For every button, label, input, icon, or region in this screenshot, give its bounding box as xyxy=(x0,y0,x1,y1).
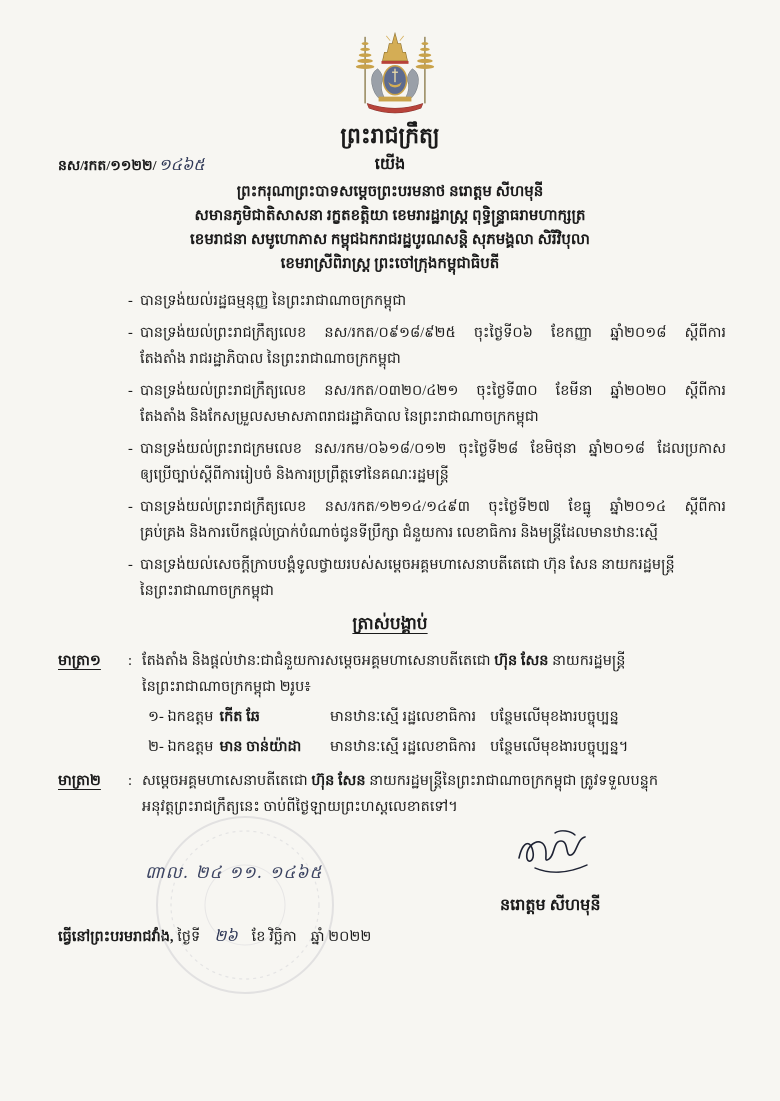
signatory-name: នរោត្តម សីហមុនី xyxy=(500,897,601,914)
crown xyxy=(381,33,408,64)
preamble xyxy=(128,288,726,604)
appointee-rank xyxy=(330,732,728,762)
text-line: តែងតាំង រាជរដ្ឋាភិបាល នៃព្រះរាជាណាចក្រកម្ពុជា xyxy=(140,351,401,367)
preamble-item xyxy=(128,320,726,372)
article-1 xyxy=(58,648,728,700)
text-run: នាយករដ្ឋមន្ត្រី xyxy=(548,653,626,669)
person-name: ហ៊ុន សែន xyxy=(311,773,366,789)
person-name: កើត ឆែ xyxy=(219,709,260,725)
rank-text: មានឋានៈស្មើ រដ្ឋលេខាធិការ xyxy=(330,709,477,725)
text-run: តែងតាំង និងផ្តល់ឋានៈជាជំនួយការសម្តេចអគ្គមហាសេនាបតីតេជោ xyxy=(142,653,495,669)
text-line: នៃព្រះរាជាណាចក្រកម្ពុជា ២រូប៖ xyxy=(142,679,311,695)
royal-signature xyxy=(515,828,595,876)
appointee-list xyxy=(148,702,728,762)
rank-note: បន្ថែមលើមុខងារបច្ចុប្បន្ន xyxy=(490,709,619,725)
reference-handwritten: ១៤៦៥ xyxy=(158,155,205,174)
preamble-item xyxy=(128,494,726,546)
text-run: នាយករដ្ឋមន្ត្រីនៃព្រះរាជាណាចក្រកម្ពុជា ត្រូវទទួលបន្ទុក xyxy=(365,773,659,789)
text-line: បានទ្រង់យល់រដ្ឋធម្មនុញ្ញ នៃព្រះរាជាណាចក្រកម្ពុជា xyxy=(140,293,407,309)
reference-row xyxy=(0,152,780,178)
royal-title-line: ព្រះករុណាព្រះបាទសម្តេចព្រះបរមនាថ នរោត្តម សីហមុនី xyxy=(236,184,544,200)
person-name: មាន ចាន់យ៉ាដា xyxy=(219,739,302,755)
reference-printed: នស/រកត/១១២២/ xyxy=(58,159,157,174)
reference-number xyxy=(58,152,205,180)
article-separator: : xyxy=(128,773,133,789)
preamble-item-text xyxy=(140,320,726,372)
preamble-item-text xyxy=(140,288,726,314)
honorific: ឯកឧត្តម xyxy=(167,709,214,725)
article-text xyxy=(142,648,728,700)
month: ខែ វិច្ឆិកា xyxy=(251,929,297,945)
day-handwritten: ២៦ xyxy=(214,926,238,945)
text-line: បានទ្រង់យល់ព្រះរាជក្រឹត្យលេខ នស/រកត/១២១៤/១៤៩៣ ចុះថ្ងៃទី២៧ ខែធ្នូ ឆ្នាំ២០១៤ ស្តីពីការ xyxy=(140,499,726,515)
appointee-number: ១- xyxy=(148,709,164,725)
emblem-area xyxy=(0,32,780,114)
text-line: គ្រប់គ្រង និងការបើកផ្តល់ប្រាក់បំណាច់ជូនទីប្រឹក្សា ជំនួយការ លេខាធិការ និងមន្ត្រីដែលមានឋានៈស្មើ xyxy=(140,525,658,541)
bullet: - xyxy=(128,293,133,309)
document-title: ព្រះរាជក្រឹត្យ xyxy=(340,123,440,148)
text-line: បានទ្រង់យល់សេចក្តីក្រាបបង្គំទូលថ្វាយរបស់សម្តេចអគ្គមហាសេនាបតីតេជោ ហ៊ុន សែន នាយករដ្ឋមន្ត្រី xyxy=(140,557,675,573)
text-line xyxy=(142,768,728,794)
article-label: មាត្រា១ xyxy=(58,653,101,669)
year: ឆ្នាំ ២០២២ xyxy=(310,929,372,945)
place: ធ្វើនៅព្រះបរមរាជវាំង, xyxy=(58,929,174,945)
appointee-name xyxy=(148,702,330,732)
parasol-right xyxy=(416,37,434,104)
article-label: មាត្រា២ xyxy=(58,773,101,789)
appointee-number: ២- xyxy=(148,739,164,755)
rank-text: មានឋានៈស្មើ រដ្ឋលេខាធិការ xyxy=(330,739,477,755)
preamble-item-text xyxy=(140,436,726,488)
lion-right xyxy=(406,69,419,100)
royal-title-line: ខេមរាស្រីពិរាស្ត្រ ព្រះចៅក្រុងកម្ពុជាធិបតី xyxy=(280,256,500,272)
appointee-row xyxy=(148,732,728,762)
text-line: នៃព្រះរាជាណាចក្រកម្ពុជា xyxy=(140,583,274,599)
text-line: ឲ្យប្រើច្បាប់ស្តីពីការរៀបចំ និងការប្រព្រឹត្តទៅនៃគណៈរដ្ឋមន្ត្រី xyxy=(140,467,449,483)
text-line: បានទ្រង់យល់ព្រះរាជក្រឹត្យលេខ នស/រកត/០៩១៨/៩២៥ ចុះថ្ងៃទី០៦ ខែកញ្ញា ឆ្នាំ២០១៨ ស្តីពីការ xyxy=(140,325,726,341)
shield xyxy=(383,66,406,95)
bullet: - xyxy=(128,441,133,457)
text-run: សម្តេចអគ្គមហាសេនាបតីតេជោ xyxy=(142,773,312,789)
text-line: អនុវត្តព្រះរាជក្រឹត្យនេះ ចាប់ពីថ្ងៃឡាយព្រះហស្តលេខាតទៅ។ xyxy=(142,799,458,815)
royal-arms-emblem-icon xyxy=(350,32,440,114)
preamble-item xyxy=(128,288,726,314)
appointee-name xyxy=(148,732,330,762)
text-line xyxy=(142,648,728,674)
preamble-item-text xyxy=(140,378,726,430)
embossed-seal-icon xyxy=(150,810,340,1000)
decree-heading-text: ត្រាស់បង្គាប់ xyxy=(352,614,428,633)
signature-block xyxy=(0,820,780,924)
decree-heading xyxy=(0,610,780,638)
bullet: - xyxy=(128,499,133,515)
bullet: - xyxy=(128,325,133,341)
preamble-item xyxy=(128,378,726,430)
honorific: ឯកឧត្តម xyxy=(167,739,214,755)
bullet: - xyxy=(128,557,133,573)
bullet: - xyxy=(128,383,133,399)
appointee-row xyxy=(148,702,728,732)
we-heading: យើង xyxy=(374,156,406,173)
royal-title-line: ខេមរាជនា សមូហោភាស កម្ពុជឯករាជរដ្ឋបូរណសន្តិ សុភមង្គលា សិរីវិបុលា xyxy=(190,232,590,248)
preamble-item-text xyxy=(140,552,726,604)
appointee-rank xyxy=(330,702,728,732)
royal-title-line: សមានភូមិជាតិសាសនា រក្ខតខត្តិយា ខេមរារដ្ឋរាស្ត្រ ពុទ្ធិន្ទ្រាធរាមហាក្សត្រ xyxy=(194,208,586,224)
preamble-item-text xyxy=(140,494,726,546)
registry-note: ៣ាល. ២៤ ១១. ១៤៦៥ xyxy=(145,863,323,883)
text-line: តែងតាំង និងកែសម្រួលសមាសភាពរាជរដ្ឋាភិបាល នៃព្រះរាជាណាចក្រកម្ពុជា xyxy=(140,409,539,425)
person-name: ហ៊ុន សែន xyxy=(494,653,549,669)
royal-titles xyxy=(0,180,780,276)
lion-left xyxy=(371,69,384,100)
preamble-item xyxy=(128,552,726,604)
text-line: បានទ្រង់យល់ព្រះរាជក្រឹត្យលេខ នស/រកត/០៣២០/៤២១ ចុះថ្ងៃទី៣០ ខែមីនា ឆ្នាំ២០២០ ស្តីពីការ xyxy=(140,383,726,399)
day-label: ថ្ងៃទី xyxy=(177,929,201,945)
preamble-item xyxy=(128,436,726,488)
rank-note: បន្ថែមលើមុខងារបច្ចុប្បន្ន។ xyxy=(490,739,629,755)
text-line: បានទ្រង់យល់ព្រះរាជក្រមលេខ នស/រកម/០៦១៨/០១២ ចុះថ្ងៃទី២៨ ខែមិថុនា ឆ្នាំ២០១៨ ដែលប្រកាស xyxy=(140,441,726,457)
article-separator: : xyxy=(128,653,133,669)
parasol-left xyxy=(356,37,374,104)
base-ribbon xyxy=(367,97,423,113)
